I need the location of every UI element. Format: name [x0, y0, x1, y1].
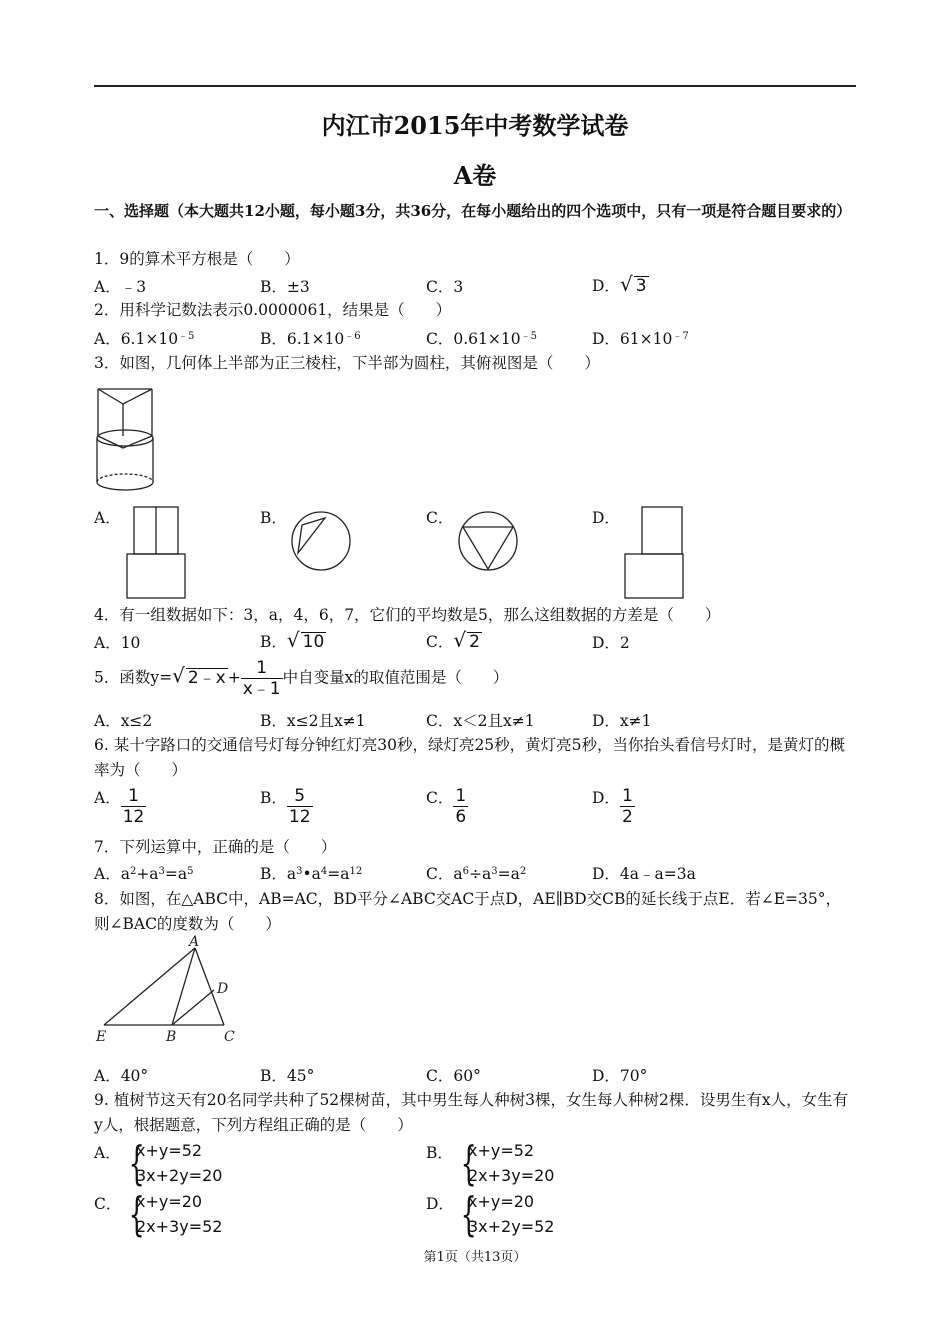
brace-icon: {: [460, 1136, 477, 1190]
q5-denominator: x﹣1: [242, 679, 281, 699]
q9-option-b-label: B．: [426, 1144, 453, 1162]
q7-stem: 7．下列运算中，正确的是（ ）: [94, 838, 337, 856]
q4-option-a: A．10: [94, 634, 141, 652]
q3-option-d-figure: [622, 506, 686, 600]
q5-option-c: C．x＜2且x≠1: [426, 712, 535, 730]
q7-b-part: B．a: [260, 865, 297, 883]
q1-option-a: A．﹣3: [94, 278, 147, 296]
q3-option-c-label: C．: [426, 509, 454, 527]
q3-option-d-label: D．: [592, 509, 620, 527]
equation-line: 2x+3y=20: [468, 1166, 555, 1185]
q6-c-fraction: [453, 786, 468, 827]
q5-radicand: 2﹣x: [187, 667, 226, 688]
q2-option-d: [592, 327, 689, 349]
q9-option-b-system: [460, 1136, 555, 1190]
q4-c-label: C．: [426, 633, 454, 651]
q2-c-exp: ﹣5: [520, 331, 537, 342]
q5-option-b: B．x≤2且x≠1: [260, 712, 366, 730]
q2-option-b: [260, 327, 361, 349]
page-title: 内江市2015年中考数学试卷: [321, 111, 629, 140]
q6-b-denominator: 12: [288, 807, 311, 827]
label-B: B: [166, 1029, 177, 1045]
q7-option-a: [94, 862, 194, 884]
q7-a-part: A．a: [94, 865, 130, 883]
q4-option-d: D．2: [592, 634, 630, 652]
q7-b-part: •a: [302, 865, 321, 883]
brace-icon: {: [128, 1136, 145, 1190]
q2-d-exp: ﹣7: [672, 331, 689, 342]
q9-stem: 9. 植树节这天有20名同学共种了52棵树苗，其中男生每人种树3棵，女生每人种树2棵．设男生有x人，女生有y人，根据题意，下列方程组正确的是（ ）: [94, 1091, 849, 1134]
equation-line: 3x+2y=52: [468, 1217, 555, 1236]
q4-stem: 4．有一组数据如下：3，a，4，6，7，它们的平均数是5，那么这组数据的方差是（ ）: [94, 606, 721, 624]
q5-prefix: 5．函数y=: [94, 668, 173, 687]
label-C: C: [224, 1029, 235, 1045]
q7-a-exp: 5: [187, 866, 194, 877]
q2-c-base: C．0.61×10: [426, 330, 521, 348]
q6-a-fraction: [121, 786, 147, 827]
q6-stem: 6. 某十字路口的交通信号灯每分钟红灯亮30秒，绿灯亮25秒，黄灯亮5秒，当你抬头看信号灯时，是黄灯的概率为（ ）: [94, 736, 846, 779]
q1-option-c: C．3: [426, 278, 464, 296]
q9-option-a-label: A．: [94, 1144, 121, 1162]
q2-d-base: D．61×10: [592, 330, 673, 348]
q2-a-exp: ﹣5: [178, 331, 195, 342]
q6-b-label: B．: [260, 789, 287, 807]
sqrt-symbol: √: [619, 272, 633, 296]
brace-icon: {: [128, 1187, 145, 1241]
q3-option-c-figure: [456, 509, 520, 573]
q6-c-denominator: 6: [455, 807, 467, 827]
header-rule: [94, 85, 856, 87]
q6-b-fraction: [287, 786, 313, 827]
q4-option-c: [426, 628, 482, 652]
q1-option-d: [592, 272, 649, 296]
q8-option-c: C．60°: [426, 1067, 481, 1085]
sqrt-symbol: √: [286, 628, 300, 652]
q7-a-part: +a: [136, 865, 159, 883]
q9-option-d-system: [460, 1187, 555, 1241]
equation-line: x+y=52: [468, 1141, 535, 1160]
q6-option-d: [592, 786, 635, 827]
q4-b-label: B．: [260, 633, 287, 651]
q7-c-part: ÷a: [468, 865, 492, 883]
q3-option-a-label: A．: [94, 509, 121, 527]
q7-b-exp: 3: [296, 866, 303, 877]
q5-suffix: 中自变量x的取值范围是（ ）: [282, 668, 509, 687]
q4-option-b: [260, 628, 326, 652]
q8-option-a: A．40°: [94, 1067, 149, 1085]
q7-option-b: [260, 862, 362, 884]
q8-stem: 8．如图，在△ABC中，AB=AC，BD平分∠ABC交AC于点D，AE∥BD交CB的延长线于点E．若∠E=35°，则∠BAC的度数为（ ）: [94, 890, 841, 933]
q6-c-numerator: 1: [455, 786, 467, 806]
page-footer: 第1页（共13页）: [423, 1250, 527, 1265]
equation-line: x+y=20: [468, 1192, 535, 1211]
q3-option-b-label: B．: [260, 509, 287, 527]
q7-c-exp: 2: [519, 866, 527, 877]
q6-a-label: A．: [94, 789, 121, 807]
q9-option-c-system: [128, 1187, 223, 1241]
q2-option-c: [426, 327, 537, 349]
q3-stem: 3．如图，几何体上半部为正三棱柱，下半部为圆柱，其俯视图是（ ）: [94, 354, 600, 372]
q6-d-denominator: 2: [621, 807, 633, 827]
q9-option-a-system: [128, 1136, 223, 1190]
q7-option-d: D．4a﹣a=3a: [592, 865, 696, 883]
q9-option-c-label: C．: [94, 1195, 122, 1213]
q2-b-base: B．6.1×10: [260, 330, 345, 348]
equation-line: x+y=52: [136, 1141, 203, 1160]
q7-c-part: C．a: [426, 865, 463, 883]
brace-icon: {: [460, 1187, 477, 1241]
q7-b-exp: 4: [320, 866, 328, 877]
q1-option-b: B．±3: [260, 278, 310, 296]
label-D: D: [217, 981, 229, 997]
equation-line: 2x+3y=52: [136, 1217, 223, 1236]
q1-stem: 1．9的算术平方根是（ ）: [94, 250, 300, 268]
page-subtitle: A卷: [453, 161, 497, 190]
q3-option-a-figure: [124, 506, 188, 600]
q7-option-c: [426, 862, 526, 884]
q2-option-a: [94, 327, 194, 349]
q5-option-a: A．x≤2: [94, 712, 153, 730]
q2-stem: 2．用科学记数法表示0.0000061，结果是（ ）: [94, 301, 452, 319]
q7-b-part: =a: [327, 865, 350, 883]
q8-triangle-figure: [94, 932, 244, 1047]
q6-option-c: [426, 786, 468, 827]
q2-a-base: A．6.1×10: [94, 330, 179, 348]
q5-numerator: 1: [241, 658, 283, 679]
q6-d-fraction: [620, 786, 635, 827]
q2-b-exp: ﹣6: [344, 331, 361, 342]
q9-option-d-label: D．: [426, 1195, 454, 1213]
q4-c-radicand: 2: [469, 632, 480, 652]
q7-b-exp: 12: [349, 866, 363, 877]
q5-fraction: [241, 658, 283, 699]
q6-a-numerator: 1: [121, 786, 147, 807]
q6-b-numerator: 5: [287, 786, 313, 807]
q7-c-exp: 3: [491, 866, 498, 877]
q5-stem: [94, 658, 508, 699]
q7-a-exp: 3: [158, 866, 165, 877]
q5-option-d: D．x≠1: [592, 712, 652, 730]
q1-d-radicand: 3: [635, 276, 647, 296]
section-heading: 一、选择题（本大题共12小题，每小题3分，共36分，在每小题给出的四个选项中，只有一项是符合题目要求的）: [94, 202, 852, 220]
q6-option-b: [260, 786, 313, 827]
equation-line: x+y=20: [136, 1192, 203, 1211]
q6-a-denominator: 12: [122, 807, 145, 827]
q6-d-numerator: 1: [621, 786, 633, 806]
q7-c-part: =a: [497, 865, 520, 883]
q1-d-label: D．: [592, 277, 620, 295]
q7-a-part: =a: [164, 865, 188, 883]
sqrt-symbol: √: [453, 628, 467, 652]
q8-option-d: D．70°: [592, 1067, 648, 1085]
equation-line: 3x+2y=20: [136, 1166, 223, 1185]
q6-c-label: C．: [426, 789, 454, 807]
q3-option-b-figure: [290, 509, 354, 573]
label-A: A: [189, 934, 200, 950]
q8-option-b: B．45°: [260, 1067, 315, 1085]
q3-solid-figure: [94, 386, 164, 494]
q7-c-exp: 6: [462, 866, 469, 877]
q7-a-exp: 2: [129, 866, 137, 877]
q5-plus: +: [227, 668, 241, 687]
q6-option-a: [94, 786, 146, 827]
q6-d-label: D．: [592, 789, 620, 807]
label-E: E: [96, 1029, 107, 1045]
q4-b-radicand: 10: [302, 632, 325, 652]
sqrt-symbol: √: [172, 663, 185, 688]
